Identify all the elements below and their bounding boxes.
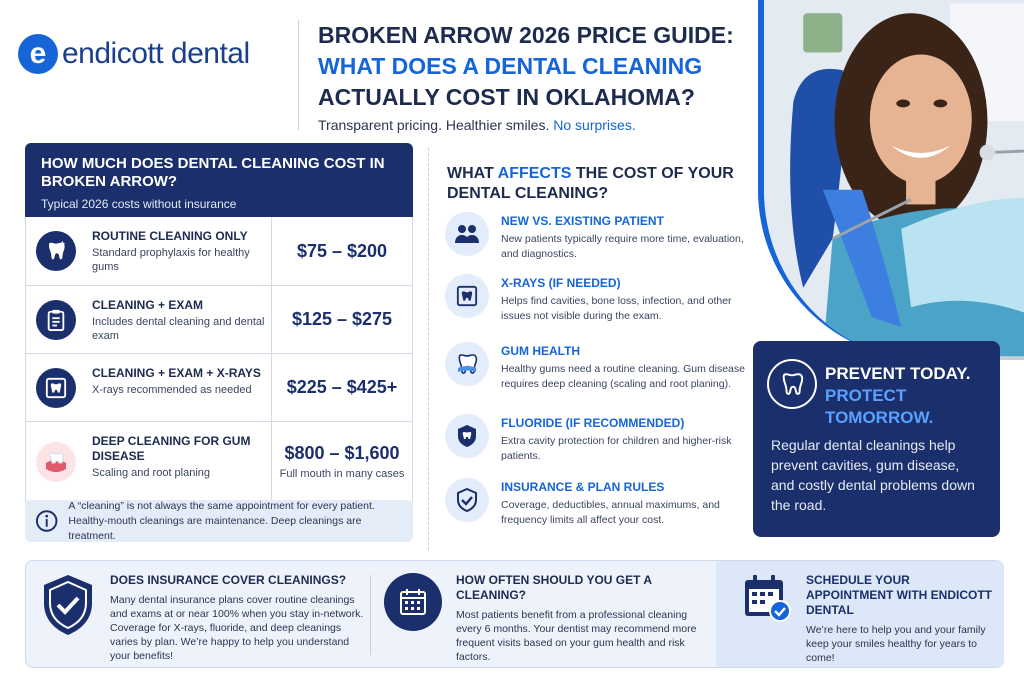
prevent-title xyxy=(825,363,1000,429)
xray-icon xyxy=(36,368,76,408)
tooth-gum-icon xyxy=(445,342,489,386)
gum-disease-icon xyxy=(36,442,76,482)
shield-check-icon xyxy=(40,573,96,637)
bottom-title: DOES INSURANCE COVER CLEANINGS? xyxy=(110,573,347,587)
title-line-3: ACTUALLY COST IN OKLAHOMA? xyxy=(318,84,695,110)
bottom-text: Most patients benefit from a professional cleaning every 6 months. Your dentist may recommend more frequent visits based on your gum health and risk factors. xyxy=(456,609,697,663)
prevent-title-line-1: PREVENT TODAY. xyxy=(825,364,971,383)
row-desc: X-rays recommended as needed xyxy=(92,384,252,396)
smiling-patient-illustration xyxy=(764,0,1024,360)
cost-table xyxy=(25,143,413,543)
bottom-text: Many dental insurance plans cover routine cleanings and exams at or near 100% when you stay in-network. Coverage for X-rays, fluoride, and deep cleanings varies by plan. We’re happy to help you understand your benefits! xyxy=(110,594,364,662)
prevent-card xyxy=(753,341,1000,537)
bottom-text: We’re here to help you and your family keep your smiles healthy for years to come! xyxy=(806,624,986,664)
bottom-title: SCHEDULE YOUR APPOINTMENT WITH ENDICOTT DENTAL xyxy=(806,573,992,617)
factor-item xyxy=(445,414,745,464)
factor-text: Healthy gums need a routine cleaning. Gum disease requires deep cleaning (scaling and root planing). xyxy=(501,363,745,390)
row-price: $225 – $425+ xyxy=(286,377,398,397)
calendar-check-icon xyxy=(742,573,792,623)
xray-icon xyxy=(445,274,489,318)
factor-item xyxy=(445,274,745,324)
factors-title-highlight: AFFECTS xyxy=(497,165,572,182)
brand-logo[interactable] xyxy=(18,34,250,74)
row-price: $75 – $200 xyxy=(296,240,388,261)
shield-tooth-icon xyxy=(445,414,489,458)
factor-text: Coverage, deductibles, annual maximums, and frequency limits all affect your cost. xyxy=(501,499,720,526)
cost-row-deep xyxy=(26,421,412,501)
factor-item xyxy=(445,342,745,392)
frequency-info xyxy=(384,561,714,667)
page-subtitle xyxy=(318,117,636,133)
bottom-info-bar xyxy=(25,560,1004,668)
bottom-title: HOW OFTEN SHOULD YOU GET A CLEANING? xyxy=(456,573,652,602)
note-line-2: Healthy-mouth cleanings are maintenance. Deep cleanings are treatment. xyxy=(68,514,362,542)
factor-text: Extra cavity protection for children and higher-risk patients. xyxy=(501,435,732,462)
factor-title: X-RAYS (IF NEEDED) xyxy=(501,276,621,290)
logo-mark: e xyxy=(18,34,58,74)
clipboard-icon xyxy=(36,300,76,340)
cost-row-exam xyxy=(26,285,412,353)
calendar-icon xyxy=(384,573,442,631)
cost-table-title: HOW MUCH DOES DENTAL CLEANING COST IN BROKEN ARROW? xyxy=(41,155,385,190)
tooth-sparkle-icon xyxy=(36,231,76,271)
factor-title: NEW VS. EXISTING PATIENT xyxy=(501,214,664,228)
factors-title-pre: WHAT xyxy=(447,165,498,182)
subtitle-main: Transparent pricing. Healthier smiles. xyxy=(318,117,554,133)
bottom-divider xyxy=(370,575,371,655)
row-name: ROUTINE CLEANING ONLY xyxy=(92,229,248,243)
row-price-note: Full mouth in many cases xyxy=(279,468,405,480)
factor-item xyxy=(445,478,745,528)
page-title xyxy=(318,20,748,113)
row-price: $800 – $1,600 xyxy=(284,443,400,463)
row-desc: Standard prophylaxis for healthy gums xyxy=(92,247,250,273)
row-name: CLEANING + EXAM xyxy=(92,298,204,312)
factor-text: Helps find cavities, bone loss, infection, and other issues not visible during the exam. xyxy=(501,295,732,322)
info-icon xyxy=(35,509,58,533)
insurance-info xyxy=(40,561,370,667)
row-name: CLEANING + EXAM + X-RAYS xyxy=(92,366,261,380)
subtitle-highlight: No surprises. xyxy=(553,117,636,133)
cost-factors xyxy=(428,148,746,550)
cleaning-note xyxy=(25,500,413,542)
tooth-icon xyxy=(767,359,817,409)
cost-row-routine xyxy=(26,217,412,285)
prevent-text: Regular dental cleanings help prevent cavities, gum disease, and costly dental problems down the road. xyxy=(771,437,975,513)
factor-title: GUM HEALTH xyxy=(501,344,581,358)
factor-text: New patients typically require more time, evaluation, and diagnostics. xyxy=(501,233,744,260)
shield-check-icon xyxy=(445,478,489,522)
factor-title: INSURANCE & PLAN RULES xyxy=(501,480,665,494)
patients-icon xyxy=(445,212,489,256)
prevent-title-line-2: PROTECT TOMORROW. xyxy=(825,386,934,427)
cost-table-subtitle: Typical 2026 costs without insurance xyxy=(41,197,237,211)
row-price: $125 – $275 xyxy=(291,309,393,329)
note-line-1: A “cleaning” is not always the same appointment for every patient. xyxy=(68,499,375,512)
row-desc: Includes dental cleaning and dental exam xyxy=(92,316,265,342)
schedule-info[interactable] xyxy=(742,561,992,667)
title-line-1: BROKEN ARROW 2026 PRICE GUIDE: xyxy=(318,22,734,48)
row-desc: Scaling and root planing xyxy=(92,467,211,479)
title-line-2: WHAT DOES A DENTAL CLEANING xyxy=(318,53,703,79)
row-name: DEEP CLEANING FOR GUM DISEASE xyxy=(92,434,251,463)
logo-text: endicott dental xyxy=(62,37,250,70)
factor-title: FLUORIDE (IF RECOMMENDED) xyxy=(501,416,685,430)
factors-title-post: THE COST OF YOUR DENTAL CLEANING? xyxy=(447,165,734,202)
cost-row-xrays xyxy=(26,353,412,421)
factor-item xyxy=(445,212,745,262)
header-divider xyxy=(298,20,299,130)
cost-table-header xyxy=(25,143,413,217)
cost-table-rows xyxy=(25,217,413,502)
patient-photo xyxy=(758,0,1024,360)
factors-title xyxy=(447,164,737,204)
note-text xyxy=(68,499,403,544)
